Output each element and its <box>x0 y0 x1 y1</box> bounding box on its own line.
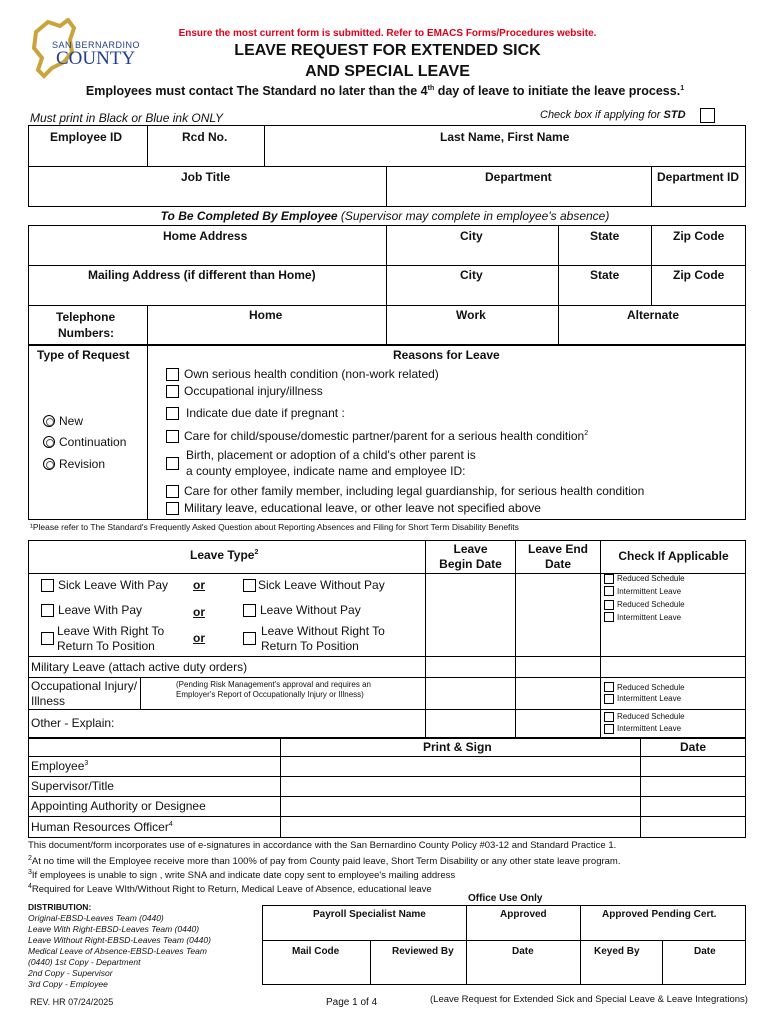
work-phone-label: Work <box>456 308 486 322</box>
contact-notice <box>0 84 770 98</box>
employee-id-label: Employee ID <box>50 130 123 144</box>
page-number: Page 1 of 4 <box>326 997 378 1008</box>
appointing-sign-label: Appointing Authority or Designee <box>31 799 206 813</box>
mailing-address-label: Mailing Address (if different than Home) <box>88 268 316 282</box>
divider <box>28 709 746 710</box>
divider <box>466 940 467 985</box>
divider <box>651 166 652 207</box>
approved-label: Approved <box>500 909 547 920</box>
department-label: Department <box>485 170 552 184</box>
employee-sign-label <box>31 759 88 773</box>
note-2-text: At no time will the Employee receive more than 100% of pay from County paid leave, Short Term Disability or any other state leave program. <box>31 856 621 868</box>
sick-with-pay-label: Sick Leave With Pay <box>58 578 169 592</box>
leave-type-header <box>190 548 258 562</box>
std-label-bold: STD <box>663 109 686 121</box>
county-logo <box>30 18 145 80</box>
hr-sign-sup: 4 <box>168 821 173 828</box>
intermittent-checkbox-3[interactable] <box>604 694 614 704</box>
reduced-schedule-checkbox-2[interactable] <box>604 600 614 610</box>
leave-type-sup: 2 <box>254 549 259 556</box>
divider <box>662 940 663 985</box>
distribution-line: (0440) 1st Copy - Department <box>28 957 141 967</box>
reason-care-family-checkbox[interactable] <box>166 430 179 443</box>
leave-with-right-label-1: Leave With Right To <box>57 624 165 638</box>
divider <box>264 125 265 167</box>
revision-label: REV. HR 07/24/2025 <box>30 997 114 1007</box>
sick-without-pay-label: Sick Leave Without Pay <box>258 578 385 592</box>
note-2 <box>28 855 620 867</box>
note-3-sup: 3 <box>28 869 32 876</box>
divider <box>558 305 559 345</box>
reviewed-by-label: Reviewed By <box>392 946 454 957</box>
reduced-schedule-checkbox-4[interactable] <box>604 712 614 722</box>
reason-military-checkbox[interactable] <box>166 502 179 515</box>
reduced-schedule-label-4: Reduced Schedule <box>617 712 685 721</box>
reason-occupational-checkbox[interactable] <box>166 385 179 398</box>
occupational-label-2: Illness <box>31 694 66 708</box>
contact-notice-ref: 1 <box>680 84 685 92</box>
begin-date-header-2: Begin Date <box>439 557 502 571</box>
check-if-applicable-header: Check If Applicable <box>618 549 729 563</box>
divider <box>147 125 148 167</box>
reduced-schedule-checkbox-3[interactable] <box>604 682 614 692</box>
intermittent-checkbox-2[interactable] <box>604 612 614 622</box>
divider <box>140 677 141 709</box>
end-date-header-2: Date <box>544 557 571 571</box>
or-label: or <box>193 631 205 645</box>
radio-continuation[interactable] <box>43 436 55 448</box>
logo-top-text: SAN BERNARDINO <box>52 40 141 50</box>
zip-label-2: Zip Code <box>673 268 725 282</box>
note-2-sup: 2 <box>28 855 32 862</box>
mail-code-label: Mail Code <box>292 946 340 957</box>
reason-own-health: Own serious health condition (non-work related) <box>184 367 439 381</box>
leave-with-pay-checkbox[interactable] <box>41 604 54 617</box>
reason-other-family-checkbox[interactable] <box>166 485 179 498</box>
sick-without-pay-checkbox[interactable] <box>243 579 256 592</box>
address-table <box>28 225 746 345</box>
print-sign-header: Print & Sign <box>423 740 492 754</box>
name-label: Last Name, First Name <box>440 130 570 144</box>
occupational-label-1: Occupational Injury/ <box>31 679 138 693</box>
leave-with-pay-label: Leave With Pay <box>58 603 143 617</box>
section-note-bold: To Be Completed By Employee <box>160 209 338 223</box>
divider <box>28 776 746 777</box>
std-label-text: Check box if applying for <box>540 109 661 121</box>
divider <box>28 166 746 167</box>
std-label <box>540 109 686 121</box>
note-4 <box>28 883 432 895</box>
leave-without-right-label-2: Return To Position <box>261 639 359 653</box>
reason-pregnant-checkbox[interactable] <box>166 407 179 420</box>
reason-own-health-checkbox[interactable] <box>166 368 179 381</box>
keyed-by-label: Keyed By <box>594 946 640 957</box>
reason-birth-line1: Birth, placement or adoption of a child's other parent is <box>186 448 476 462</box>
divider <box>466 905 467 940</box>
begin-date-header-1: Leave <box>453 542 488 556</box>
ink-note: Must print in Black or Blue ink ONLY <box>30 111 223 125</box>
distribution-line: Leave With Right-EBSD-Leaves Team (0440) <box>28 924 200 934</box>
intermittent-label-1: Intermittent Leave <box>617 587 682 596</box>
or-label: or <box>193 578 205 592</box>
divider <box>28 305 746 306</box>
payroll-specialist-label: Payroll Specialist Name <box>313 909 426 920</box>
zip-label: Zip Code <box>673 229 725 243</box>
reduced-schedule-label-1: Reduced Schedule <box>617 574 685 583</box>
pending-note-1: (Pending Risk Management's approval and requires an <box>176 680 371 689</box>
intermittent-checkbox-4[interactable] <box>604 724 614 734</box>
divider <box>580 905 581 940</box>
divider <box>370 940 371 985</box>
reason-pregnant: Indicate due date if pregnant : <box>186 406 345 420</box>
city-label: City <box>460 229 483 243</box>
divider <box>28 265 746 266</box>
office-date-label: Date <box>512 946 534 957</box>
employee-sign-sup: 3 <box>84 760 89 767</box>
approved-pending-label: Approved Pending Cert. <box>602 909 717 920</box>
reduced-schedule-checkbox-1[interactable] <box>604 574 614 584</box>
divider <box>580 940 581 985</box>
sign-date-header: Date <box>680 740 707 754</box>
divider <box>147 305 148 345</box>
employee-sign-text: Employee <box>31 759 85 773</box>
office-date-label-2: Date <box>694 946 716 957</box>
reduced-schedule-label-3: Reduced Schedule <box>617 683 685 692</box>
radio-new[interactable] <box>43 415 55 427</box>
reason-care-family <box>184 429 588 443</box>
alternate-phone-label: Alternate <box>627 308 680 322</box>
divider <box>558 225 559 305</box>
reason-occupational: Occupational injury/illness <box>184 384 323 398</box>
numbers-label: Numbers: <box>58 326 115 340</box>
leave-type-text: Leave Type <box>190 548 255 562</box>
military-leave-label: Military Leave (attach active duty orders) <box>31 660 248 674</box>
leave-with-right-label-2: Return To Position <box>57 639 155 653</box>
intermittent-label-2: Intermittent Leave <box>617 613 682 622</box>
reason-other-family: Care for other family member, including legal guardianship, for serious health condition <box>184 484 645 498</box>
divider <box>28 816 746 817</box>
job-title-label: Job Title <box>181 170 231 184</box>
request-type-new: New <box>59 414 84 428</box>
supervisor-sign-label: Supervisor/Title <box>31 779 114 793</box>
intermittent-label-4: Intermittent Leave <box>617 724 682 733</box>
leave-without-pay-checkbox[interactable] <box>243 604 256 617</box>
sick-with-pay-checkbox[interactable] <box>41 579 54 592</box>
divider <box>147 345 148 520</box>
divider <box>28 756 746 757</box>
distribution-line: 3rd Copy - Employee <box>28 979 108 989</box>
divider <box>386 166 387 207</box>
other-explain-label: Other - Explain: <box>31 716 115 730</box>
request-type-revision: Revision <box>59 457 106 471</box>
reduced-schedule-label-2: Reduced Schedule <box>617 600 685 609</box>
logo-bottom-text: COUNTY <box>56 48 136 69</box>
leave-with-right-checkbox[interactable] <box>41 632 54 645</box>
department-id-label: Department ID <box>657 170 740 184</box>
reasons-for-leave-label: Reasons for Leave <box>393 348 500 362</box>
distribution-line: 2nd Copy - Supervisor <box>28 968 113 978</box>
footnote-1: ¹Please refer to The Standard's Frequently Asked Question about Reporting Absences and Filing for Short Term Disability Benefits <box>30 522 519 532</box>
divider <box>640 738 641 838</box>
divider <box>262 940 746 941</box>
distribution-line: Leave Without Right-EBSD-Leaves Team (0440) <box>28 935 211 945</box>
type-of-request-label: Type of Request <box>37 348 130 362</box>
note-4-sup: 4 <box>28 883 32 890</box>
divider <box>386 305 387 345</box>
distribution-line: Original-EBSD-Leaves Team (0440) <box>28 913 164 923</box>
hr-sign-label <box>31 820 173 834</box>
current-form-notice: Ensure the most current form is submitted. Refer to EMACS Forms/Procedures website. <box>178 28 597 39</box>
distribution-line: Medical Leave of Absence-EBSD-Leaves Team <box>28 946 207 956</box>
contact-notice-end: day of leave to initiate the leave process. <box>434 84 681 98</box>
end-date-header-1: Leave End <box>527 542 589 556</box>
hr-sign-text: Human Resources Officer <box>31 820 169 834</box>
divider <box>28 796 746 797</box>
reason-military: Military leave, educational leave, or other leave not specified above <box>184 501 541 515</box>
note-3-text: If employees is unable to sign , write SNA and indicate date copy sent to employee's mailing address <box>31 870 456 882</box>
or-label: or <box>193 605 205 619</box>
divider <box>280 738 281 838</box>
state-label-2: State <box>590 268 620 282</box>
form-name-footer: (Leave Request for Extended Sick and Special Leave & Leave Integrations) <box>430 994 748 1005</box>
note-4-text: Required for Leave WIth/Without Right to Return, Medical Leave of Absence, educational leave <box>31 884 432 896</box>
intermittent-label-3: Intermittent Leave <box>617 694 682 703</box>
form-title-line1: LEAVE REQUEST FOR EXTENDED SICK <box>234 42 541 59</box>
leave-without-right-label-1: Leave Without Right To <box>261 624 385 638</box>
esign-note: This document/form incorporates use of e-signatures in accordance with the San Bernardino County Policy #03-12 and Standard Practice 1. <box>28 840 617 851</box>
form-title-line2: AND SPECIAL LEAVE <box>305 63 470 80</box>
divider <box>28 677 746 678</box>
contact-notice-text: Employees must contact The Standard no later than the 4 <box>85 84 428 98</box>
reason-care-family-text: Care for child/spouse/domestic partner/parent for a serious health condition <box>184 429 585 443</box>
std-checkbox[interactable] <box>700 108 715 123</box>
section-note-rest: (Supervisor may complete in employee's absence) <box>337 209 610 223</box>
reason-care-family-sup: 2 <box>584 430 589 437</box>
rcd-no-label: Rcd No. <box>182 130 228 144</box>
office-use-title: Office Use Only <box>468 893 543 904</box>
intermittent-checkbox-1[interactable] <box>604 586 614 596</box>
distribution-title: DISTRIBUTION: <box>28 902 92 912</box>
contact-notice-sup: th <box>427 84 435 92</box>
reason-birth-line2: a county employee, indicate name and employee ID: <box>186 464 466 478</box>
divider <box>651 225 652 305</box>
home-address-label: Home Address <box>163 229 248 243</box>
reason-birth-checkbox[interactable] <box>166 457 179 470</box>
divider <box>386 225 387 305</box>
request-type-continuation: Continuation <box>59 435 127 449</box>
leave-without-right-checkbox[interactable] <box>243 632 256 645</box>
note-3 <box>28 869 455 881</box>
pending-note-2: Employer's Report of Occupationally Injury or Illness) <box>176 690 364 699</box>
divider <box>28 656 746 657</box>
state-label: State <box>590 229 620 243</box>
leave-without-pay-label: Leave Without Pay <box>260 603 361 617</box>
city-label-2: City <box>460 268 483 282</box>
home-phone-label: Home <box>249 308 283 322</box>
employee-section-note <box>0 209 770 223</box>
radio-revision[interactable] <box>43 458 55 470</box>
telephone-label: Telephone <box>56 310 116 324</box>
